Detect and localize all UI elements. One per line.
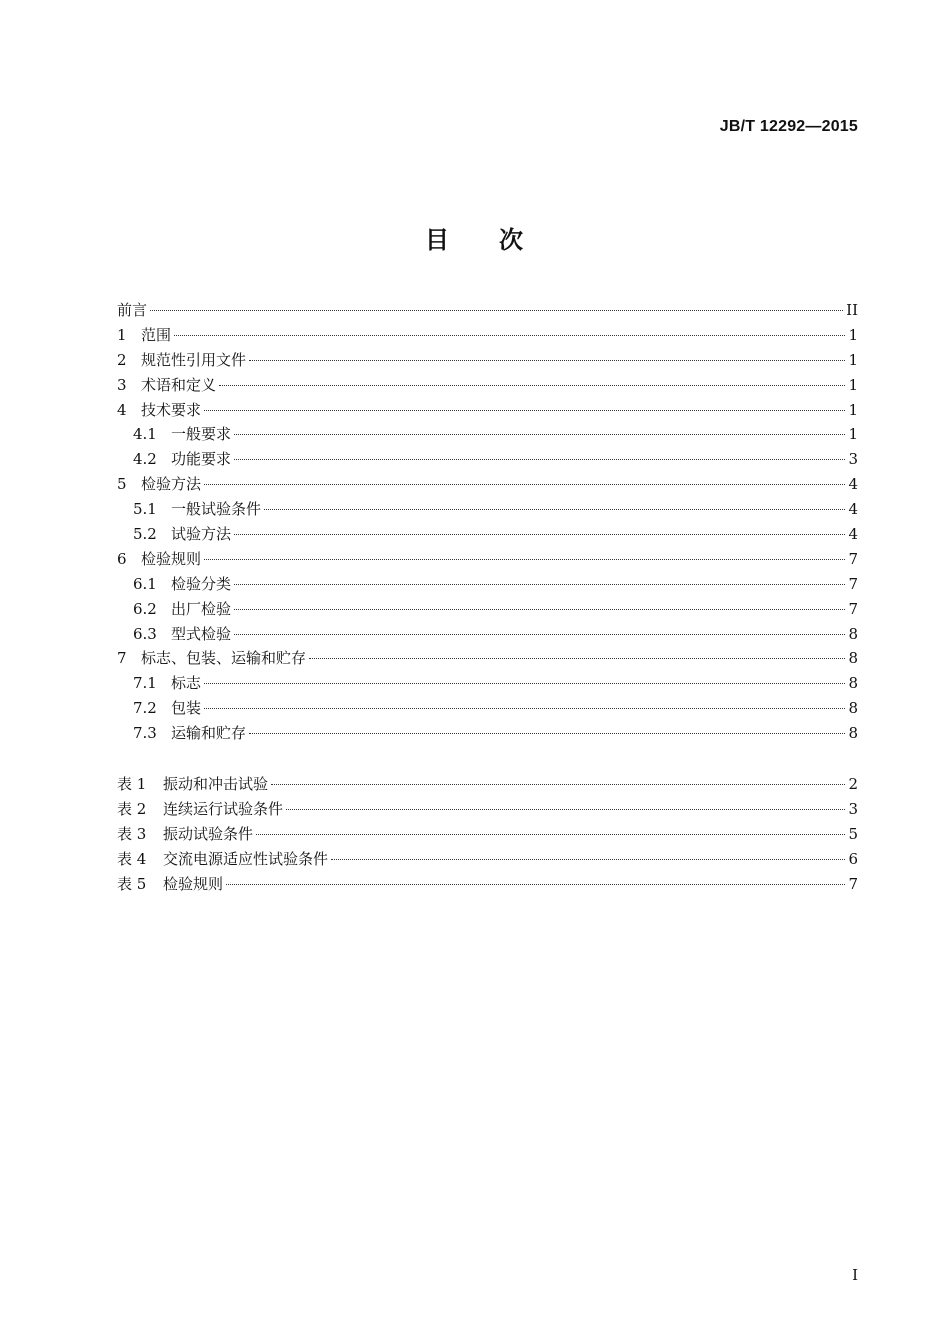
toc-entry-label: 规范性引用文件 (141, 350, 247, 369)
toc-entry-number: 6.1 (133, 574, 157, 593)
table-list-page: 7 (848, 874, 858, 893)
toc-entry-5-2[interactable] (117, 522, 858, 547)
toc-entry-page: 3 (848, 450, 858, 469)
toc-entry-page: 1 (848, 400, 858, 419)
toc-entry-number: 6.2 (133, 599, 157, 618)
toc-entry-label: 技术要求 (141, 400, 202, 419)
table-of-contents (117, 298, 858, 896)
toc-entry-number: 7 (117, 649, 127, 668)
toc-entry-page: 1 (848, 425, 858, 444)
toc-entry-3[interactable] (117, 373, 858, 398)
toc-entry-page: 7 (848, 599, 858, 618)
table-list-label: 连续运行试验条件 (163, 799, 284, 818)
toc-entry-6-2[interactable] (117, 597, 858, 622)
toc-entry-label: 一般要求 (171, 425, 232, 444)
table-list-entry-1[interactable] (117, 772, 858, 797)
toc-entry-number: 5.1 (133, 500, 157, 519)
dot-leader (249, 733, 845, 734)
table-list-page: 3 (848, 799, 858, 818)
toc-entry-5-1[interactable] (117, 497, 858, 522)
dot-leader (249, 360, 845, 361)
toc-entry-number: 4.1 (133, 425, 157, 444)
dot-leader (234, 459, 845, 460)
toc-entry-page: 1 (848, 375, 858, 394)
toc-entry-1[interactable] (117, 323, 858, 348)
toc-entry-7[interactable] (117, 646, 858, 671)
page-title (0, 220, 950, 255)
toc-entry-4[interactable] (117, 398, 858, 423)
dot-leader (204, 484, 845, 485)
dot-leader (150, 310, 843, 311)
table-list-number: 表 4 (117, 849, 147, 868)
toc-entry-page: 8 (848, 699, 858, 718)
toc-entry-number: 7.2 (133, 699, 157, 718)
toc-entry-label: 检验方法 (141, 475, 202, 494)
toc-entry-foreword[interactable] (117, 298, 858, 323)
toc-entry-label: 包装 (171, 699, 202, 718)
dot-leader (331, 859, 845, 860)
toc-entry-page: 7 (848, 549, 858, 568)
toc-entry-label: 一般试验条件 (171, 500, 262, 519)
toc-entry-page: 8 (848, 624, 858, 643)
toc-entry-page: 4 (848, 500, 858, 519)
toc-entry-number: 6 (117, 549, 127, 568)
toc-entry-label: 标志、包装、运输和贮存 (141, 649, 307, 668)
dot-leader (204, 708, 845, 709)
dot-leader (264, 509, 845, 510)
table-list-page: 6 (848, 849, 858, 868)
dot-leader (234, 584, 845, 585)
table-list-page: 2 (848, 775, 858, 794)
page-number: I (852, 1266, 858, 1284)
table-list-entry-4[interactable] (117, 847, 858, 872)
toc-entry-4-2[interactable] (117, 447, 858, 472)
page-title-char-1: 目 (425, 226, 451, 254)
table-list-label: 振动和冲击试验 (163, 775, 269, 794)
dot-leader (226, 884, 845, 885)
dot-leader (219, 385, 845, 386)
toc-entry-page: 8 (848, 674, 858, 693)
dot-leader (174, 335, 845, 336)
toc-entry-label: 前言 (117, 301, 148, 319)
toc-entry-6[interactable] (117, 547, 858, 572)
toc-entry-page: 4 (848, 525, 858, 544)
dot-leader (286, 809, 845, 810)
dot-leader (204, 559, 845, 560)
toc-entry-page: 1 (848, 325, 858, 344)
toc-entry-number: 3 (117, 375, 127, 394)
toc-entry-page: 8 (848, 649, 858, 668)
toc-entry-label: 运输和贮存 (171, 724, 247, 743)
toc-entry-number: 1 (117, 325, 127, 344)
dot-leader (234, 634, 845, 635)
dot-leader (256, 834, 845, 835)
toc-entry-number: 7.1 (133, 674, 157, 693)
toc-entry-5[interactable] (117, 472, 858, 497)
toc-entry-label: 出厂检验 (171, 599, 232, 618)
toc-entry-page: 7 (848, 574, 858, 593)
toc-entry-label: 功能要求 (171, 450, 232, 469)
section-spacer (117, 746, 858, 772)
table-list-number: 表 2 (117, 799, 147, 818)
toc-entry-2[interactable] (117, 348, 858, 373)
toc-entry-page: 4 (848, 475, 858, 494)
dot-leader (204, 683, 845, 684)
toc-entry-7-3[interactable] (117, 721, 858, 746)
dot-leader (234, 609, 845, 610)
page-title-char-2: 次 (499, 226, 525, 254)
standard-number: JB/T 12292—2015 (719, 118, 858, 135)
toc-entry-label: 检验规则 (141, 549, 202, 568)
dot-leader (271, 784, 845, 785)
toc-entry-7-2[interactable] (117, 696, 858, 721)
table-list-number: 表 3 (117, 824, 147, 843)
dot-leader (234, 534, 845, 535)
toc-entry-label: 检验分类 (171, 574, 232, 593)
toc-entry-label: 型式检验 (171, 624, 232, 643)
toc-entry-page: 1 (848, 350, 858, 369)
dot-leader (234, 434, 845, 435)
dot-leader (204, 410, 845, 411)
table-list-number: 表 1 (117, 775, 147, 794)
toc-entry-label: 标志 (171, 674, 202, 693)
toc-entry-label: 术语和定义 (141, 375, 217, 394)
table-list-number: 表 5 (117, 874, 147, 893)
toc-entry-number: 5 (117, 475, 127, 494)
table-list-label: 振动试验条件 (163, 824, 254, 843)
toc-entry-page: 8 (848, 724, 858, 743)
toc-entry-number: 5.2 (133, 525, 157, 544)
toc-entry-number: 6.3 (133, 624, 157, 643)
table-list-entry-3[interactable] (117, 822, 858, 847)
table-list-entry-2[interactable] (117, 797, 858, 822)
toc-entry-7-1[interactable] (117, 671, 858, 696)
toc-entry-6-1[interactable] (117, 572, 858, 597)
table-list-entry-5[interactable] (117, 872, 858, 897)
toc-entry-6-3[interactable] (117, 622, 858, 647)
toc-entry-number: 4.2 (133, 450, 157, 469)
toc-entry-number: 2 (117, 350, 127, 369)
toc-entry-number: 4 (117, 400, 127, 419)
table-list-page: 5 (848, 824, 858, 843)
toc-entry-page: II (846, 301, 858, 319)
toc-entry-number: 7.3 (133, 724, 157, 743)
table-list-label: 检验规则 (163, 874, 224, 893)
dot-leader (309, 658, 845, 659)
toc-entry-label: 范围 (141, 325, 172, 344)
table-list-label: 交流电源适应性试验条件 (163, 849, 329, 868)
toc-entry-label: 试验方法 (171, 525, 232, 544)
toc-entry-4-1[interactable] (117, 422, 858, 447)
